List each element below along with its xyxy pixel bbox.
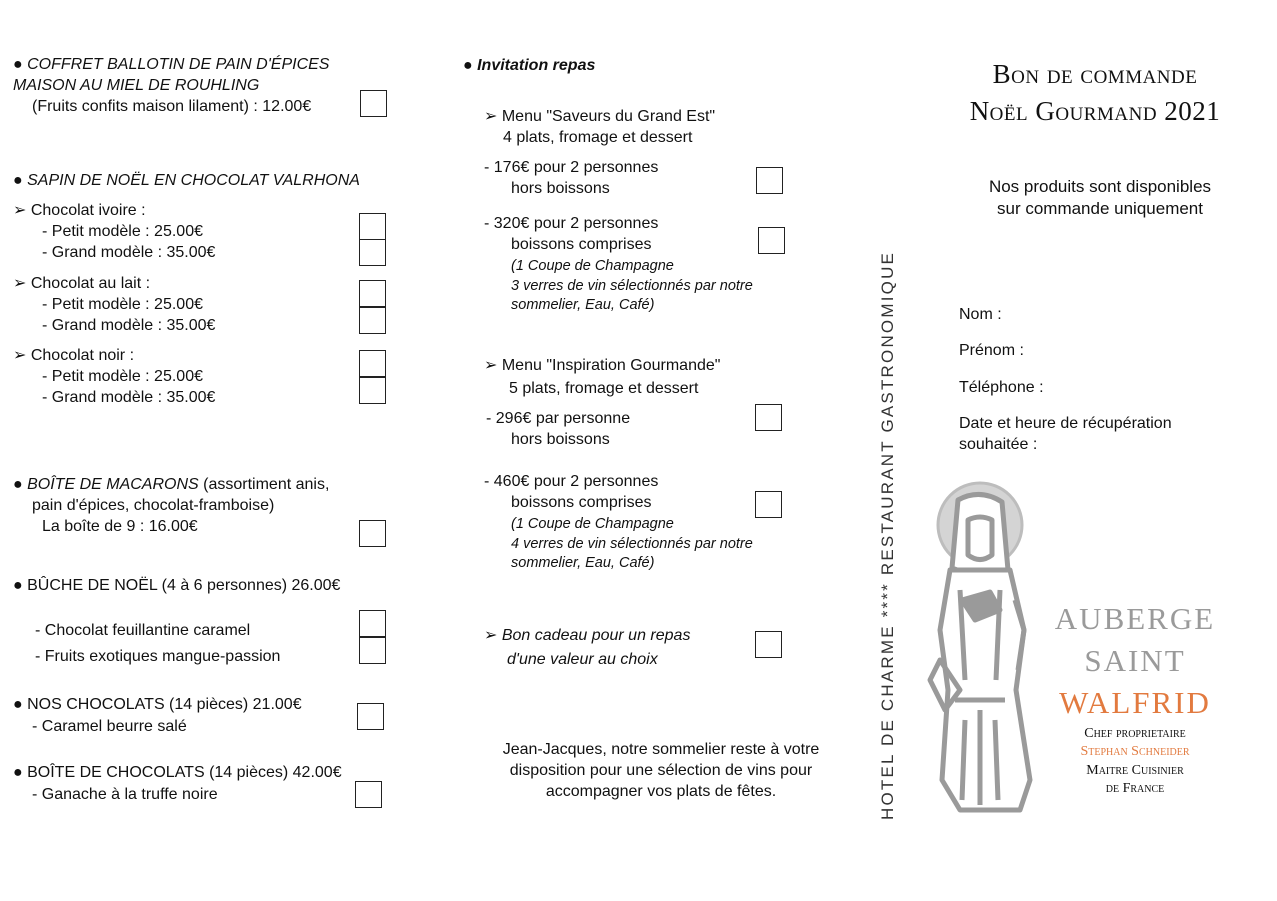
- buche-title: ● BÛCHE DE NOËL (4 à 6 personnes) 26.00€: [13, 577, 341, 594]
- macarons-checkbox[interactable]: [359, 520, 386, 547]
- lait-petit-checkbox[interactable]: [359, 280, 386, 307]
- sommelier-note-line3: accompagner vos plats de fêtes.: [545, 783, 777, 800]
- sommelier-note-line2: disposition pour une sélection de vins pour: [509, 762, 813, 779]
- macarons-desc: (assortiment anis,: [198, 476, 330, 493]
- coffret-price: (Fruits confits maison lilament) : 12.00€: [32, 98, 312, 115]
- chef-title: Chef proprietaire: [1084, 726, 1186, 741]
- noir-grand: - Grand modèle : 35.00€: [42, 389, 216, 406]
- menu2-option-b-line2: boissons comprises: [511, 494, 652, 511]
- ivoire-grand-checkbox[interactable]: [359, 239, 386, 266]
- menu1-option-b-note2: 3 verres de vin sélectionnés par notre: [511, 278, 753, 294]
- menu1-option-b: - 320€ pour 2 personnes: [484, 215, 659, 232]
- buche-exotique-checkbox[interactable]: [359, 637, 386, 664]
- lait-heading: ➢ Chocolat au lait :: [13, 275, 151, 292]
- menu2-desc: 5 plats, fromage et dessert: [509, 380, 699, 397]
- menu1-option-b-note1: (1 Coupe de Champagne: [511, 258, 674, 274]
- bon-cadeau-title: ➢ Bon cadeau pour un repas: [484, 627, 691, 644]
- availability-line2: sur commande uniquement: [996, 199, 1203, 218]
- menu2-option-a: - 296€ par personne: [486, 410, 631, 427]
- coffret-checkbox[interactable]: [360, 90, 387, 117]
- menu2-option-a-checkbox[interactable]: [755, 404, 782, 431]
- nos-chocolats-sub: - Caramel beurre salé: [32, 718, 187, 735]
- boite-chocolats-sub: - Ganache à la truffe noire: [32, 786, 218, 803]
- invitation-title: ● Invitation repas: [463, 57, 596, 74]
- bon-cadeau-checkbox[interactable]: [755, 631, 782, 658]
- order-form-subtitle: Noël Gourmand 2021: [969, 96, 1221, 126]
- buche-option-caramel: - Chocolat feuillantine caramel: [35, 622, 251, 639]
- menu1-title: ➢ Menu "Saveurs du Grand Est": [484, 108, 716, 125]
- menu1-option-b-checkbox[interactable]: [758, 227, 785, 254]
- menu2-option-b-checkbox[interactable]: [755, 491, 782, 518]
- sapin-title: ● SAPIN DE NOËL EN CHOCOLAT VALRHONA: [13, 172, 360, 189]
- availability-line1: Nos produits sont disponibles: [988, 177, 1212, 196]
- sommelier-note-line1: Jean-Jacques, notre sommelier reste à votre: [502, 741, 820, 758]
- saint-walfrid-figure-logo: [920, 480, 1040, 820]
- macarons-bullet: ●: [13, 476, 28, 493]
- nos-chocolats-title: ● NOS CHOCOLATS (14 pièces) 21.00€: [13, 696, 302, 713]
- lait-grand-checkbox[interactable]: [359, 307, 386, 334]
- prenom-label: Prénom :: [959, 342, 1024, 359]
- chef-distinction: Maitre Cuisinier: [1086, 763, 1184, 778]
- menu1-option-a: - 176€ pour 2 personnes: [484, 159, 659, 176]
- menu2-option-b-note3: sommelier, Eau, Café): [511, 555, 655, 571]
- order-form-title: Bon de commande: [992, 59, 1198, 89]
- brand-auberge: AUBERGE: [1054, 601, 1216, 636]
- chef-distinction-line2: de France: [1105, 781, 1165, 796]
- brand-walfrid: WALFRID: [1059, 685, 1211, 720]
- menu2-option-b: - 460€ pour 2 personnes: [484, 473, 659, 490]
- buche-caramel-checkbox[interactable]: [359, 610, 386, 637]
- noir-heading: ➢ Chocolat noir :: [13, 347, 135, 364]
- macarons-title: [13, 474, 329, 495]
- noir-grand-checkbox[interactable]: [359, 377, 386, 404]
- date-label-line2: souhaitée :: [959, 436, 1038, 453]
- menu1-option-b-note3: sommelier, Eau, Café): [511, 297, 655, 313]
- menu2-option-b-note1: (1 Coupe de Champagne: [511, 516, 674, 532]
- telephone-label: Téléphone :: [959, 379, 1044, 396]
- brand-saint: SAINT: [1084, 643, 1186, 678]
- macarons-name: BOÎTE DE MACARONS: [27, 476, 199, 493]
- bon-cadeau-desc: d'une valeur au choix: [507, 651, 658, 668]
- lait-grand: - Grand modèle : 35.00€: [42, 317, 216, 334]
- lait-petit: - Petit modèle : 25.00€: [42, 296, 203, 313]
- menu2-option-b-note2: 4 verres de vin sélectionnés par notre: [511, 536, 753, 552]
- menu2-option-a-line2: hors boissons: [511, 431, 610, 448]
- noir-petit-checkbox[interactable]: [359, 350, 386, 377]
- macarons-desc-line2: pain d'épices, chocolat-framboise): [32, 497, 275, 514]
- sommelier-note: [476, 739, 846, 802]
- macarons-price: La boîte de 9 : 16.00€: [42, 518, 198, 535]
- noir-petit: - Petit modèle : 25.00€: [42, 368, 203, 385]
- boite-chocolats-title: ● BOÎTE DE CHOCOLATS (14 pièces) 42.00€: [13, 764, 342, 781]
- ivoire-petit-checkbox[interactable]: [359, 213, 386, 240]
- ivoire-petit: - Petit modèle : 25.00€: [42, 223, 203, 240]
- buche-option-exotique: - Fruits exotiques mangue-passion: [35, 648, 281, 665]
- coffret-title: ● COFFRET BALLOTIN DE PAIN D'ÉPICES: [13, 56, 330, 73]
- date-label: Date et heure de récupération: [959, 415, 1172, 432]
- menu1-option-a-line2: hors boissons: [511, 180, 610, 197]
- menu1-option-b-line2: boissons comprises: [511, 236, 652, 253]
- coffret-title-line2: MAISON AU MIEL DE ROUHLING: [13, 77, 260, 94]
- menu2-title: ➢ Menu "Inspiration Gourmande": [484, 357, 721, 374]
- ivoire-heading: ➢ Chocolat ivoire :: [13, 202, 146, 219]
- ivoire-grand: - Grand modèle : 35.00€: [42, 244, 216, 261]
- chef-name: Stephan Schneider: [1080, 744, 1190, 759]
- nom-label: Nom :: [959, 306, 1002, 323]
- nos-chocolats-checkbox[interactable]: [357, 703, 384, 730]
- menu1-desc: 4 plats, fromage et dessert: [503, 129, 693, 146]
- menu1-option-a-checkbox[interactable]: [756, 167, 783, 194]
- boite-chocolats-checkbox[interactable]: [355, 781, 382, 808]
- hotel-vertical-text: HOTEL DE CHARME **** RESTAURANT GASTRONOMIQUE: [878, 250, 897, 820]
